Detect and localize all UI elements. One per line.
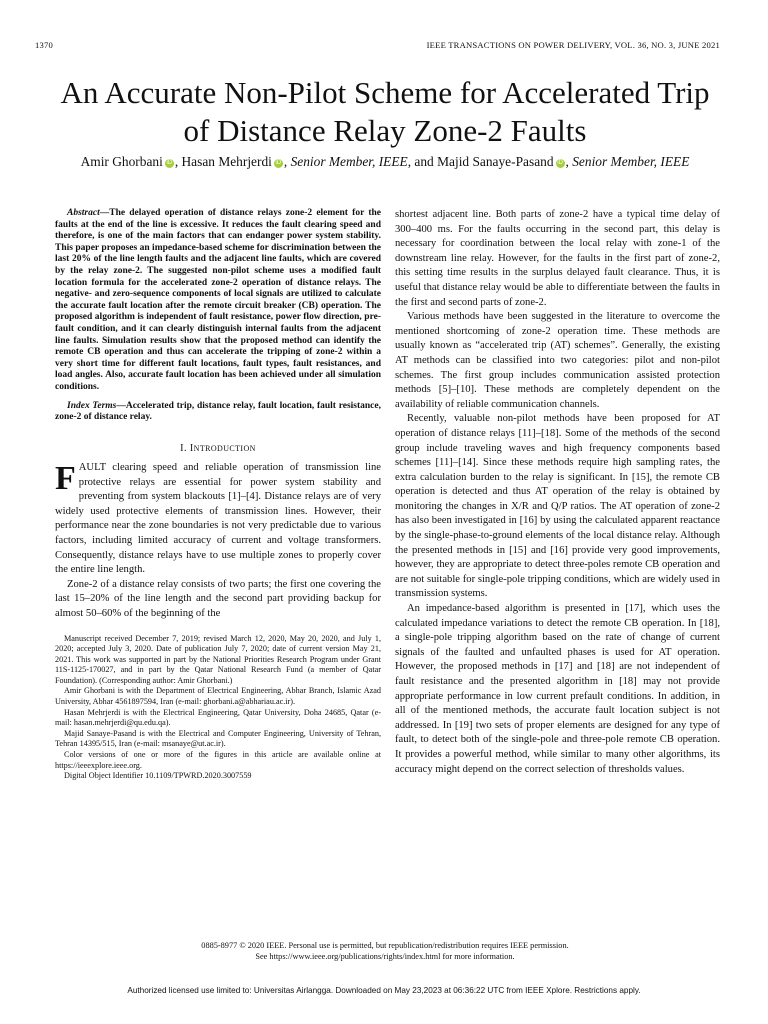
body-paragraph: Recently, valuable non-pilot methods have been proposed for AT operation of distance relays [11]–[18]. Some of the methods of the second group include traveling waves and high frequency components based schemes [11]–[14]. Since these methods require high sampling rates, the extra calculation burden to the relay is significant. In [15], the remote CB operation is detected and thus AT operation of the relay is obtained by monitoring the changes in X/R and Q/P ratios. The AT operation of zone-2 has also been investigated in [16] by using the calculated apparent reactance by the single-phase-to-ground elements of the local distance relay. Although the presented methods in [15] and [16] provide very good improvements, however, they are appropriate to detect three-poles remote CB operation and are not suitable for single-pole tripping conditions, which are widely used in transmission systems. <box>395 413 720 600</box>
copyright-notice <box>40 940 730 962</box>
footnote: Digital Object Identifier 10.1109/TPWRD.2020.3007559 <box>64 771 252 781</box>
copyright-line: 0885-8977 © 2020 IEEE. Personal use is permitted, but republication/redistribution requires IEEE permission. <box>201 941 569 950</box>
footnote: Manuscript received December 7, 2019; revised March 12, 2020, May 20, 2020, and July 1, 2020; accepted July 3, 2020. Date of publication July 7, 2020; date of current version May 21, 2021. This work was supported in part by the National Priorities Research Program under Grant 11S-1125-170027, and in part by the Qatar National Research Fund (a member of Qatar Foundation). (Corresponding author: Amir Ghorbani.) <box>55 633 381 685</box>
footnotes <box>55 634 381 782</box>
abstract: Abstract—The delayed operation of distance relays zone-2 element for the faults at the end of the line is excessive. It reduces the fault clearing speed and therefore, is one of the main factors that can endanger power system stability. This paper proposes an impedance-based scheme for discrimination between the last 20% of the line length faults and the adjacent line faults, which are covered by the relay zone-2. The suggested non-pilot scheme uses a modified fault location formula for the accelerated zone-2 operation of distance relays. The negative- and zero-sequence components of local signals are utilized to calculate the accurate fault location after the remote circuit breaker (CB) operation. The proposed algorithm is independent of fault resistance, power flow direction, pre-fault condition, and it can clearly distinguish internal faults from the adjacent line faults. Simulation results show that the proposed method can identify the remote CB operation and thus can accelerate the tripping of zone-2 within a very short time for different fault locations, fault types, fault resistances, and load angles. Also, accurate fault location has been achieved under all simulation conditions. <box>55 208 381 392</box>
intro-text: AULT clearing speed and reliable operation of transmission line protective relays are essential for power system stability and preventing from system blackouts [1]–[4]. Distance relays are of very widely used protective elements of transmission lines. However, their performance near the zone boundaries is not very predictable due to various factors, including limited accuracy of current and voltage transformers. Consequently, distance relays have to use multiple zones to properly cover the entire line length. <box>55 461 381 576</box>
orcid-icon[interactable]: iD <box>557 160 563 166</box>
journal-header: IEEE TRANSACTIONS ON POWER DELIVERY, VOL. 36, NO. 3, JUNE 2021 <box>426 40 720 50</box>
footnote: Amir Ghorbani is with the Department of Electrical Engineering, Abhar Branch, Islamic Azad University, Abhar 4561897594, Iran (e-mail: ghorbani.a@abhariau.ac.ir). <box>55 686 381 707</box>
author-conjunction: and <box>414 154 434 169</box>
license-footer: Authorized licensed use limited to: Universitas Airlangga. Downloaded on May 23,2023 at 06:36:22 UTC from IEEE Xplore. Restrictions apply. <box>127 986 641 995</box>
index-terms-label: Index Terms <box>67 400 117 411</box>
section-numeral: I. <box>180 442 187 454</box>
orcid-icon[interactable]: iD <box>166 160 173 166</box>
author-name: Majid Sanaye-Pasand <box>437 154 554 169</box>
section-title-rest: NTRODUCTION <box>193 443 256 453</box>
footnote: Majid Sanaye-Pasand is with the Electrical and Computer Engineering, University of Tehran, Tehran 14395/515, Iran (e-mail: msanaye@ut.ac.ir). <box>55 728 381 749</box>
orcid-icon[interactable]: iD <box>275 160 282 166</box>
author-name: Hasan Mehrjerdi <box>181 154 272 169</box>
abstract-text: The delayed operation of distance relays zone-2 element for the faults at the end of the line is excessive. It reduces the fault clearing speed and therefore, is one of the main factors that can endanger power system stability. This paper proposes an impedance-based scheme for discrimination between the last 20% of the line length faults and the adjacent line faults, which are covered by the relay zone-2. The suggested non-pilot scheme uses a modified fault location formula for the accelerated zone-2 operation of distance relays. The negative- and zero-sequence components of local signals are utilized to calculate the accurate fault location after the remote circuit breaker (CB) operation. The proposed algorithm is independent of fault resistance, power flow direction, pre-fault condition, and it can clearly distinguish internal faults from the adjacent line faults. Simulation results show that the proposed method can identify the remote CB operation and thus can accelerate the tripping of zone-2 within a very short time for different fault locations, fault types, fault resistances, and load angles. Also, accurate fault location has been achieved under all simulation conditions. <box>55 208 381 392</box>
left-column <box>55 208 381 782</box>
abstract-label: Abstract <box>67 208 100 218</box>
author-list: Amir Ghorbani iD , Hasan Mehrjerdi iD , Senior Member, IEEE, and Majid Sanaye-Pasand iD , Senior Member, IEEE <box>80 154 690 169</box>
body-paragraph: shortest adjacent line. Both parts of zone-2 have a typical time delay of 300–400 ms. For the faults occurring in the second part, this delay is necessary for coordination between the local relay with zone-1 of the downstream line relay. However, for the faults in the first part of zone-2, this setting time results in the surplus delayed fault clearance. Thus, it is useful that distance relay would be able to differentiate between the faults in the first and second parts of zone-2. <box>395 209 720 308</box>
body-paragraph: Various methods have been suggested in the literature to overcome the mentioned shortcoming of zone-2 operation time. These methods are usually known as “accelerated trip (AT) schemes”. Generally, the existing AT methods can be classified into two categories: pilot and non-pilot schemes. The first group includes communication assisted protection methods [5]–[10]. These methods are completely dependent on the availability of reliable communication channels. <box>395 311 720 410</box>
intro-paragraph <box>55 461 381 578</box>
page-number: 1370 <box>35 40 53 50</box>
body-paragraph: An impedance-based algorithm is presented in [17], which uses the calculated impedance variations to detect the remote CB operation. In [18], a single-pole tripping algorithm based on the rate of change of current signals of the faulted and unfaulted phases is used for AT operation. However, the proposed methods in [17] and [18] are not independent of fault resistance and the presented algorithm in [18] may not provide appropriate performance in low current prefault conditions. In addition, in all of the mentioned methods, the accurate fault location subject is not addressed. In [19] two sets of proper elements are designed for any type of fault, to detect both of the single-pole and three-pole remote CB operation. It provides a powerful method, while similar to many other algorithms, its accuracy might depend on the correct selection of thresholds values. <box>395 603 720 775</box>
title-line-1: An Accurate Non-Pilot Scheme for Accelerated Trip <box>60 75 710 110</box>
index-terms-text: Accelerated trip, distance relay, fault location, fault resistance, zone-2 of distance relay. <box>55 400 381 423</box>
paper-title <box>40 74 730 150</box>
section-heading <box>55 442 381 455</box>
footnote: Color versions of one or more of the figures in this article are available online at https://ieeexplore.ieee.org. <box>55 750 381 770</box>
author-affiliation: Senior Member, IEEE <box>572 154 690 169</box>
drop-cap: F <box>55 459 76 497</box>
title-line-2: of Distance Relay Zone-2 Faults <box>183 113 587 148</box>
author-name: Amir Ghorbani <box>80 154 163 169</box>
section-title-initial: I <box>189 442 194 454</box>
copyright-line: See https://www.ieee.org/publications/rights/index.html for more information. <box>255 952 515 961</box>
intro-paragraph: Zone-2 of a distance relay consists of two parts; the first one covering the last 15–20% of the line length and the second part providing backup for almost 50–60% of the beginning of the <box>55 578 381 619</box>
footnote: Hasan Mehrjerdi is with the Electrical Engineering, Qatar University, Doha 24685, Qatar (e-mail: hasan.mehrjerdi@qu.edu.qa). <box>55 707 381 728</box>
author-affiliation: Senior Member, IEEE <box>290 154 408 169</box>
index-terms: Index Terms—Accelerated trip, distance relay, fault location, fault resistance, zone-2 of distance relay. <box>55 400 381 423</box>
right-column <box>395 208 720 777</box>
